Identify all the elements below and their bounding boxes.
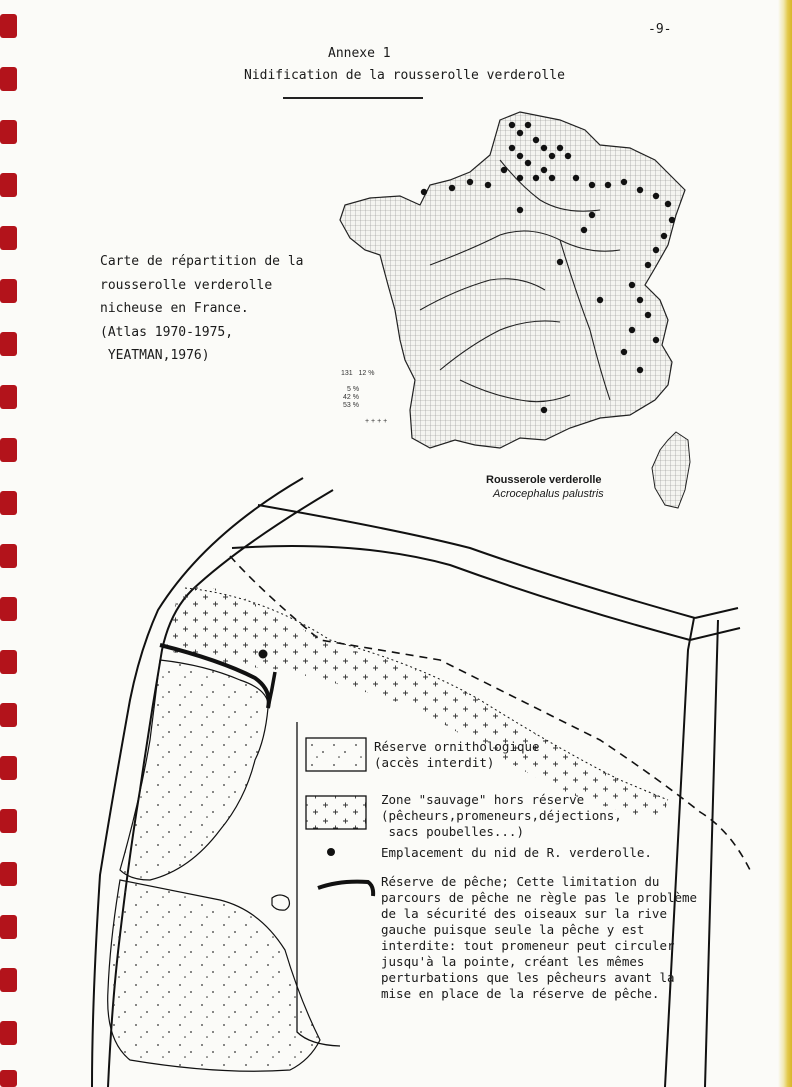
road-top [258,505,695,618]
occurrence-dot [525,122,531,128]
legend-swatch-wild [306,796,366,829]
occurrence-dot [621,349,627,355]
occurrence-dot [565,153,571,159]
occurrence-dot [653,337,659,343]
ring [0,385,17,409]
ring [0,597,17,621]
ring [0,915,17,939]
caption-line: YEATMAN,1976) [100,348,210,363]
legend-line: de la sécurité des oiseaux sur la rive [381,906,667,921]
binding-rings [0,14,17,1087]
legend-line: parcours de pêche ne règle pas le problème [381,890,698,905]
occurrence-dot [589,182,595,188]
occurrence-dot [605,182,611,188]
occurrence-dot [509,122,515,128]
stats-line: 131 12 % [341,370,375,377]
occurrence-dot [549,153,555,159]
legend-fishing-line [318,882,373,896]
ring [0,120,17,144]
ring [0,756,17,780]
reserve-area-lower [108,880,320,1071]
ring [0,1021,17,1045]
road-right [665,608,740,1087]
occurrence-dot [517,175,523,181]
legend-nest-dot [327,848,335,856]
legend-line: perturbations que les pêcheurs avant la [381,970,675,985]
caption-line: Carte de répartition de la [100,254,304,269]
occurrence-dot [581,227,587,233]
occurrence-dot [549,175,555,181]
ring [0,226,17,250]
legend-line: gauche puisque seule la pêche y est [381,922,645,937]
map-species-latin: Acrocephalus palustris [493,488,604,500]
occurrence-dot [533,175,539,181]
annex-label: Annexe 1 [328,46,391,61]
ring [0,438,17,462]
france-outline [340,112,685,448]
occurrence-dot [541,167,547,173]
ring [0,67,17,91]
caption-line: (Atlas 1970-1975, [100,324,234,340]
occurrence-dot [589,212,595,218]
occurrence-dot [557,145,563,151]
caption-line: rousserolle verderolle [100,277,273,293]
legend-line: mise en place de la réserve de pêche. [381,986,660,1001]
ring [0,703,17,727]
road-top-2 [232,546,690,640]
ring [0,491,17,515]
nest-marker [259,650,268,659]
occurrence-dot [629,282,635,288]
legend-line: Zone "sauvage" hors réserve [381,792,585,807]
occurrence-dot [653,247,659,253]
ring [0,968,17,992]
ring [0,279,17,303]
occurrence-dot [645,312,651,318]
legend-line: Réserve ornithologique [374,739,540,754]
legend-fishing-text [381,874,697,1002]
occurrence-dot [517,207,523,213]
map-species-name: Rousserole verderolle [486,474,602,486]
occurrence-dot [645,262,651,268]
occurrence-dot [541,145,547,151]
legend-line: Réserve de pêche; Cette limitation du [381,874,660,889]
occurrence-dot [501,167,507,173]
occurrence-dot [665,201,671,207]
ring [0,809,17,833]
fishing-reserve-line-b [268,672,275,708]
occurrence-dot [637,187,643,193]
island [272,895,289,910]
page-number: -9- [648,22,672,37]
france-map [340,112,690,508]
legend-line: interdite: tout promeneur peut circuler [381,938,675,953]
ring [0,173,17,197]
page-title: Nidification de la rousserolle verderolle [244,68,565,83]
legend-line: (accès interdit) [374,755,495,770]
occurrence-dot [517,130,523,136]
occurrence-dot [557,259,563,265]
caption-line: nicheuse en France. [100,301,249,316]
ring [0,650,17,674]
occurrence-dot [525,160,531,166]
occurrence-dot [629,327,635,333]
ring [0,544,17,568]
occurrence-dot [533,137,539,143]
occurrence-dot [573,175,579,181]
occurrence-dot [467,179,473,185]
legend-line: (pêcheurs,promeneurs,déjections, [381,808,622,823]
corsica-outline [652,432,690,508]
occurrence-dot [597,297,603,303]
legend-line: sacs poubelles...) [381,824,524,839]
legend-nest-text: Emplacement du nid de R. verderolle. [381,845,652,860]
stats-line: 53 % [343,402,359,409]
occurrence-dot [637,367,643,373]
ring [0,1070,17,1087]
occurrence-dot [517,153,523,159]
occurrence-dot [449,185,455,191]
ring [0,332,17,356]
occurrence-dot [485,182,491,188]
legend-swatch-reserve [306,738,366,771]
occurrence-dot [509,145,515,151]
ring [0,14,17,38]
occurrence-dot [541,407,547,413]
occurrence-dot [637,297,643,303]
occurrence-dot [421,189,427,195]
legend-wild-text [381,792,622,840]
occurrence-dot [653,193,659,199]
occurrence-dot [661,233,667,239]
stats-line: 42 % [343,394,359,401]
ring [0,862,17,886]
stats-line: 5 % [347,386,360,393]
occurrence-dot [669,217,675,223]
occurrence-dot [621,179,627,185]
legend-line: jusqu'à la pointe, créant les mêmes [381,954,645,969]
legend-reserve-text [374,739,540,771]
stats-line: + + + + [365,418,388,425]
